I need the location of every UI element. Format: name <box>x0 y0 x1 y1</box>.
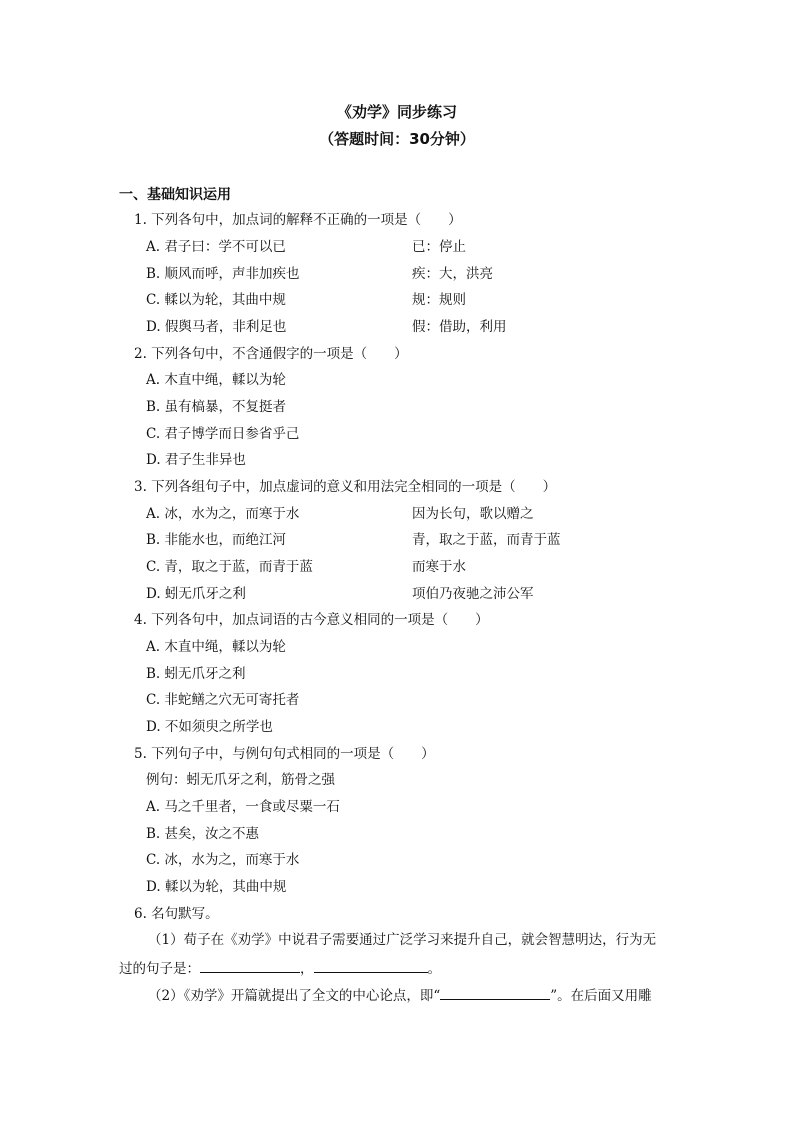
question-6-part-1-text: （1）荀子在《劝学》中说君子需要通过广泛学习来提升自己，就会智慧明达，行为无 <box>148 932 657 948</box>
question-3-option-c-compare: 而寒于水 <box>412 559 466 575</box>
question-4-option-b: B. 蚓无爪牙之利 <box>146 666 246 682</box>
question-5-option-a: A. 马之千里者，一食或尽粟一石 <box>146 799 340 815</box>
question-3-stem: 3. 下列各组句子中，加点虚词的意义和用法完全相同的一项是（ ） <box>134 479 557 495</box>
question-6-part-1-answer-line <box>119 958 441 978</box>
question-5-stem: 5. 下列句子中，与例句句式相同的一项是（ ） <box>134 746 435 762</box>
question-6-part-2-tail: ”。在后面又用雕 <box>550 988 652 1004</box>
section-heading: 一、基础知识运用 <box>119 187 231 203</box>
question-2-stem: 2. 下列各句中，不含通假字的一项是（ ） <box>134 346 408 362</box>
question-4-option-d: D. 不如须臾之所学也 <box>146 719 273 735</box>
question-1-option-d-gloss: 假：借助，利用 <box>412 319 507 335</box>
question-1-option-c-gloss: 规：规则 <box>412 292 466 308</box>
question-2-option-b: B. 虽有槁暴，不复挺者 <box>146 399 287 415</box>
question-1-option-b: B. 顺风而呼，声非加疾也 <box>146 266 300 282</box>
question-6-part-1-end: 。 <box>427 961 441 977</box>
answer-blank-1[interactable] <box>200 958 300 973</box>
question-6-stem: 6. 名句默写。 <box>134 906 219 922</box>
question-1-option-c: C. 輮以为轮，其曲中规 <box>146 292 286 308</box>
question-2-option-c: C. 君子博学而日参省乎己 <box>146 426 300 442</box>
answer-blank-2[interactable] <box>314 958 428 973</box>
question-3-option-c: C. 青，取之于蓝，而青于蓝 <box>146 559 313 575</box>
question-3-option-d-compare: 项伯乃夜驰之沛公军 <box>412 586 534 602</box>
question-6-part-1-lead: 过的句子是： <box>119 961 200 977</box>
question-4-option-a: A. 木直中绳，輮以为轮 <box>146 639 286 655</box>
question-6-part-2-lead: （2）《劝学》开篇就提出了全文的中心论点，即“ <box>148 988 441 1004</box>
question-6-part-1-sep: ， <box>300 961 314 977</box>
question-5-option-b: B. 甚矣，汝之不惠 <box>146 826 260 842</box>
question-1-option-d: D. 假舆马者，非利足也 <box>146 319 287 335</box>
question-2-option-a: A. 木直中绳，輮以为轮 <box>146 372 286 388</box>
question-1-option-a: A. 君子曰：学不可以已 <box>146 239 286 255</box>
question-3-option-d: D. 蚓无爪牙之利 <box>146 586 246 602</box>
question-5-option-d: D. 輮以为轮，其曲中规 <box>146 879 287 895</box>
question-1-option-a-gloss: 已：停止 <box>412 239 466 255</box>
question-3-option-a-compare: 因为长句，歌以赠之 <box>412 506 534 522</box>
question-3-option-b-compare: 青，取之于蓝，而青于蓝 <box>412 532 561 548</box>
question-4-option-c: C. 非蛇鳝之穴无可寄托者 <box>146 692 300 708</box>
question-4-stem: 4. 下列各句中，加点词语的古今意义相同的一项是（ ） <box>134 612 489 628</box>
question-1-option-b-gloss: 疾：大，洪亮 <box>412 266 493 282</box>
question-3-option-b: B. 非能水也，而绝江河 <box>146 532 287 548</box>
question-5-option-c: C. 冰，水为之，而寒于水 <box>146 852 300 868</box>
question-2-option-d: D. 君子生非异也 <box>146 452 246 468</box>
question-3-option-a: A. 冰，水为之，而寒于水 <box>146 506 300 522</box>
question-1-stem: 1. 下列各句中，加点词的解释不正确的一项是（ ） <box>134 212 462 228</box>
question-6-part-2-line <box>148 985 652 1005</box>
answer-blank-3[interactable] <box>440 985 550 1000</box>
document-title: 《劝学》同步练习 <box>336 103 457 121</box>
question-5-example: 例句：蚓无爪牙之利，筋骨之强 <box>146 772 335 788</box>
document-subtitle: （答题时间：30分钟） <box>319 130 475 148</box>
